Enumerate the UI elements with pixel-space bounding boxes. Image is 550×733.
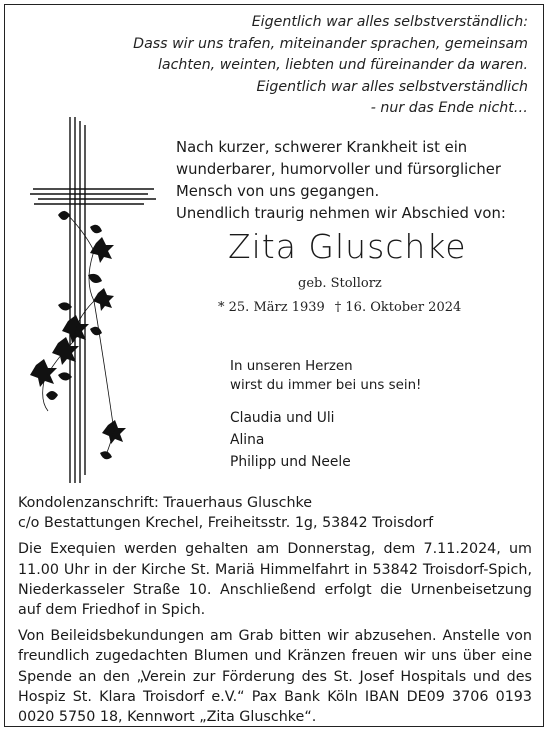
death-date: † 16. Oktober 2024 xyxy=(334,300,462,315)
funeral-details: Die Exequien werden gehalten am Donnerstag, dem 7.11.2024, um 11.00 Uhr in der Kirche St. Mariä Himmelfahrt in 53842 Troisdorf-Spich, Niederkasseler Straße 10. Anschließend erfolgt die Urnenbeisetzung auf dem Friedhof in Spich. xyxy=(18,541,532,619)
family-member: Philipp und Neele xyxy=(230,454,351,470)
intro-text xyxy=(176,137,526,225)
notice-body xyxy=(18,493,532,727)
family-list xyxy=(230,407,351,473)
heart-line: In unseren Herzen xyxy=(230,359,353,374)
condolence-address xyxy=(18,493,532,533)
poem-line: lachten, weinten, liebten und füreinander da waren. xyxy=(157,57,528,73)
poem-line: Eigentlich war alles selbstverständlich xyxy=(256,78,528,95)
condolence-line: c/o Bestattungen Krechel, Freiheitsstr. 1g, 53842 Troisdorf xyxy=(18,515,434,532)
intro-line: Unendlich traurig nehmen wir Abschied von: xyxy=(176,205,506,222)
intro-line: Nach kurzer, schwerer Krankheit ist ein xyxy=(176,139,468,156)
family-member: Alina xyxy=(230,432,265,448)
family-member: Claudia und Uli xyxy=(230,410,335,426)
intro-line: Mensch von uns gegangen. xyxy=(176,183,380,200)
cross-with-ivy-icon xyxy=(28,115,158,485)
life-dates xyxy=(218,300,461,315)
birth-date: * 25. März 1939 xyxy=(218,300,325,315)
condolence-line: Kondolenzanschrift: Trauerhaus Gluschke xyxy=(18,495,313,511)
poem-line: Dass wir uns trafen, miteinander sprachen, gemeinsam xyxy=(133,35,528,52)
intro-line: wunderbarer, humorvoller und fürsorglicher xyxy=(176,161,501,178)
donation-request: Von Beileidsbekundungen am Grab bitten wir abzusehen. Anstelle von freundlich zugedachten Blumen und Kränzen freuen wir uns über eine Spende an den „Verein zur Förderung des St. Josef Hospitals und des Hospiz St. Klara Troisdorf e.V.“ Pax Bank Köln IBAN DE09 3706 0193 0020 5750 18, Kennwort „Zita Gluschke“. xyxy=(18,628,532,726)
deceased-name: Zita Gluschke xyxy=(228,227,467,266)
poem xyxy=(108,12,528,120)
poem-line: - nur das Ende nicht… xyxy=(370,100,528,116)
heart-line: wirst du immer bei uns sein! xyxy=(230,378,422,393)
maiden-name: geb. Stollorz xyxy=(298,276,382,291)
heart-quote xyxy=(230,357,421,395)
poem-line: Eigentlich war alles selbstverständlich: xyxy=(251,14,528,30)
